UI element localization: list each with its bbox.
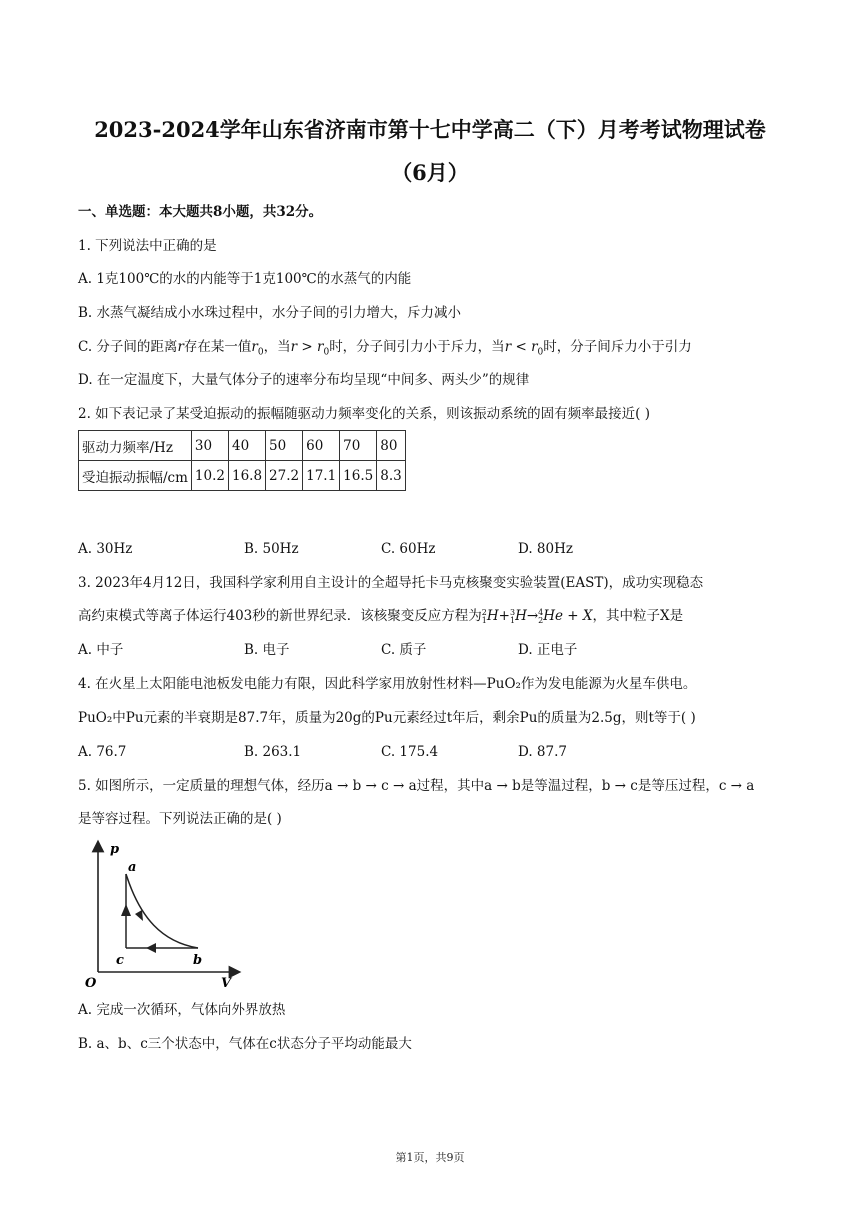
frequency-table xyxy=(78,430,406,491)
q1-option-b: B. 水蒸气凝结成小水珠过程中，水分子间的引力增大，斥力减小 xyxy=(78,305,462,321)
arrow-ca-icon xyxy=(121,904,131,916)
q3-option-a: A. 中子 xyxy=(78,642,124,658)
table-cell: 50 xyxy=(266,431,303,461)
table-cell: 10.2 xyxy=(191,461,228,491)
q3-option-b: B. 电子 xyxy=(244,642,290,658)
q5-line2: 是等容过程。下列说法正确的是( ) xyxy=(78,811,282,827)
table-row xyxy=(79,461,406,491)
q4-line2: PuO₂中Pu元素的半衰期是87.7年，质量为20g的Pu元素经过t年后，剩余Pu的质量为2.5g，则t等于( ) xyxy=(78,710,696,726)
q2-option-b: B. 50Hz xyxy=(244,541,299,557)
q1-stem: 1. 下列说法中正确的是 xyxy=(78,238,217,254)
q2-option-d: D. 80Hz xyxy=(518,541,573,557)
table-cell: 17.1 xyxy=(303,461,340,491)
q2-option-c: C. 60Hz xyxy=(381,541,436,557)
q5-line1: 5. 如图所示，一定质量的理想气体，经历a → b → c → a过程，其中a → b是等温过程，b → c是等压过程，c → a xyxy=(78,778,755,794)
table-cell: 8.3 xyxy=(377,461,405,491)
q2-stem: 2. 如下表记录了某受迫振动的振幅随驱动力频率变化的关系，则该振动系统的固有频率最接近( ) xyxy=(78,406,650,422)
paper-subtitle: （6月） xyxy=(391,160,469,185)
q4-option-c: C. 175.4 xyxy=(381,744,439,760)
table-cell: 60 xyxy=(303,431,340,461)
table-cell: 27.2 xyxy=(266,461,303,491)
q3-option-c: C. 质子 xyxy=(381,642,427,658)
table-cell: 40 xyxy=(228,431,265,461)
isotherm-curve xyxy=(126,874,198,948)
label-c: c xyxy=(116,953,124,968)
pv-diagram xyxy=(80,836,250,991)
label-p: p xyxy=(110,842,120,857)
page-footer: 第1页，共9页 xyxy=(395,1151,465,1164)
arrow-ab-icon xyxy=(135,910,143,921)
table-cell: 16.5 xyxy=(340,461,377,491)
section-heading: 一、单选题：本大题共8小题，共32分。 xyxy=(78,204,323,220)
table-cell: 30 xyxy=(191,431,228,461)
label-v: V xyxy=(221,976,232,991)
table-cell: 70 xyxy=(340,431,377,461)
table-cell: 80 xyxy=(377,431,405,461)
q4-option-a: A. 76.7 xyxy=(78,744,127,760)
label-o: O xyxy=(85,976,97,991)
arrow-bc-icon xyxy=(146,943,156,953)
label-b: b xyxy=(193,953,203,968)
q1-option-a: A. 1克100℃的水的内能等于1克100℃的水蒸气的内能 xyxy=(78,271,412,287)
fusion-equation: 2 1H+3 1H→4 2He + X xyxy=(481,607,593,625)
paper-title: 2023-2024学年山东省济南市第十七中学高二（下）月考考试物理试卷 xyxy=(94,117,766,142)
q3-option-d: D. 正电子 xyxy=(518,642,578,658)
q1-option-d: D. 在一定温度下，大量气体分子的速率分布均呈现“中间多、两头少”的规律 xyxy=(78,372,530,388)
q5-option-b: B. a、b、c三个状态中，气体在c状态分子平均动能最大 xyxy=(78,1036,412,1052)
table-row xyxy=(79,431,406,461)
q4-line1: 4. 在火星上太阳能电池板发电能力有限，因此科学家用放射性材料—PuO₂作为发电能源为火星车供电。 xyxy=(78,676,697,692)
q3-line2: 高约束模式等离子体运行403秒的新世界纪录．该核聚变反应方程为2 1H+3 1H→4 2He + X，其中粒子X是 xyxy=(78,607,684,625)
q1-option-c: C. 分子间的距离r存在某一值$r_0$，当$r > r_0$时，分子间引力小于斥力，当$r < r_0$时，分子间斥力小于引力 xyxy=(78,339,692,358)
table-header-cell: 驱动力频率/Hz xyxy=(79,431,192,461)
q3-line1: 3. 2023年4月12日，我国科学家利用自主设计的全超导托卡马克核聚变实验装置(EAST)，成功实现稳态 xyxy=(78,575,704,591)
q4-option-b: B. 263.1 xyxy=(244,744,302,760)
table-header-cell: 受迫振动振幅/cm xyxy=(79,461,192,491)
q4-option-d: D. 87.7 xyxy=(518,744,567,760)
label-a: a xyxy=(128,860,137,875)
q2-option-a: A. 30Hz xyxy=(78,541,133,557)
table-cell: 16.8 xyxy=(228,461,265,491)
q5-option-a: A. 完成一次循环，气体向外界放热 xyxy=(78,1002,286,1018)
